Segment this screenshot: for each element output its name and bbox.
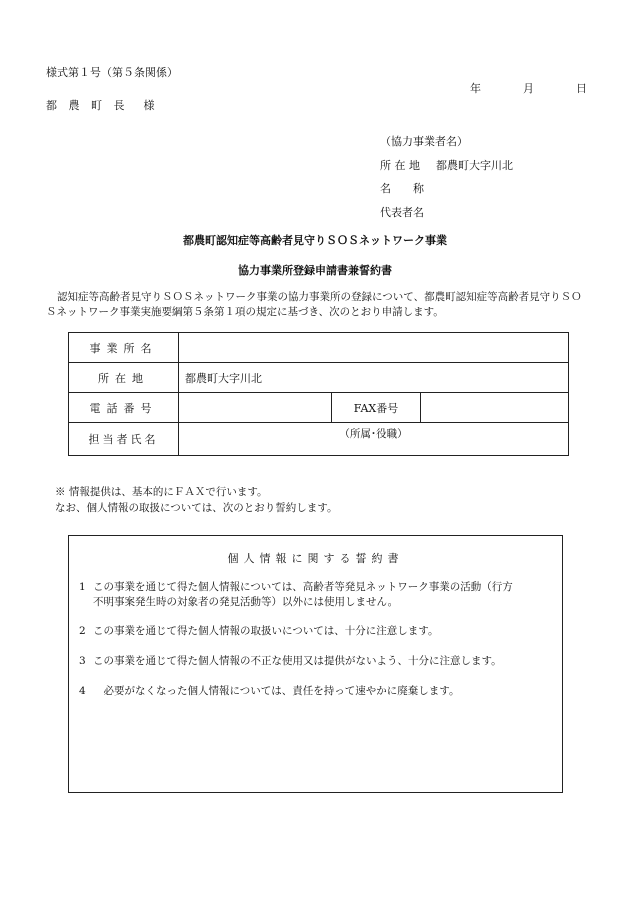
privacy-notice: なお、個人情報の取扱については、次のとおり誓約します。	[55, 502, 338, 514]
pledge-title: 個人情報に関する誓約書	[227, 552, 404, 565]
applicant-block	[380, 130, 513, 224]
applicant-name-label: 名 称	[380, 182, 424, 195]
addressee: 都 農 町 長 様	[46, 99, 159, 112]
registration-table	[68, 332, 569, 456]
pledge-item-number: 4	[79, 685, 86, 697]
date-year: 年	[470, 82, 481, 95]
applicant-representative-row	[380, 201, 513, 225]
applicant-location-row	[380, 154, 513, 178]
pledge-item-number: 2	[79, 625, 86, 637]
form-number: 様式第１号（第５条関係）	[46, 66, 178, 79]
pledge-item-3	[79, 654, 554, 669]
contact-label: 担当者氏名	[69, 423, 179, 456]
document-subtitle: 協力事業所登録申請書兼誓約書	[238, 264, 392, 277]
applicant-location-value: 都農町大字川北	[436, 158, 513, 172]
affiliation-note: （所属･役職）	[339, 428, 408, 440]
phone-label: 電話番号	[69, 393, 179, 423]
pledge-box	[68, 535, 563, 793]
table-row	[69, 423, 569, 456]
date-day: 日	[576, 82, 587, 95]
fax-notice: ※ 情報提供は、基本的にＦＡＸで行います。	[55, 486, 268, 498]
pledge-item-text: 必要がなくなった個人情報については、責任を持って速やかに廃棄します。	[93, 685, 460, 697]
intro-paragraph: 認知症等高齢者見守りＳＯＳネットワーク事業の協力事業所の登録について、都農町認知症等高齢者見守りＳＯＳネットワーク事業実施要綱第５条第１項の規定に基づき、次のとおり申請します。	[46, 291, 582, 318]
table-row	[69, 363, 569, 393]
fax-field[interactable]	[421, 393, 569, 423]
date-line	[470, 80, 587, 96]
contact-field[interactable]	[179, 423, 569, 456]
pledge-item-text: この事業を通じて得た個人情報の取扱いについては、十分に注意します。	[93, 625, 439, 637]
phone-field[interactable]	[179, 393, 332, 423]
table-row	[69, 333, 569, 363]
pledge-item-4	[79, 684, 554, 699]
applicant-heading: （協力事業者名）	[380, 135, 468, 148]
address-field[interactable]: 都農町大字川北	[179, 363, 569, 393]
pledge-item-continuation: 不明事案発生時の対象者の発見活動等）以外には使用しません。	[93, 596, 399, 608]
applicant-name-row	[380, 177, 513, 201]
date-month: 月	[523, 82, 534, 95]
pledge-item-text: この事業を通じて得た個人情報の不正な使用又は提供がないよう、十分に注意します。	[93, 655, 502, 667]
pledge-item-number: 1	[79, 581, 86, 593]
document-title: 都農町認知症等高齢者見守りＳＯＳネットワーク事業	[183, 234, 447, 247]
table-row	[69, 393, 569, 423]
pledge-item-2	[79, 624, 554, 639]
pledge-item-1	[79, 580, 554, 610]
applicant-representative-label: 代表者名	[380, 205, 424, 219]
applicant-location-label: 所 在 地	[380, 158, 420, 172]
pledge-item-number: 3	[79, 655, 86, 667]
pledge-item-text: この事業を通じて得た個人情報については、高齢者等発見ネットワーク事業の活動（行方	[93, 581, 513, 593]
fax-label: FAX番号	[332, 393, 421, 423]
address-label: 所在地	[69, 363, 179, 393]
office-name-label: 事業所名	[69, 333, 179, 363]
office-name-field[interactable]	[179, 333, 569, 363]
